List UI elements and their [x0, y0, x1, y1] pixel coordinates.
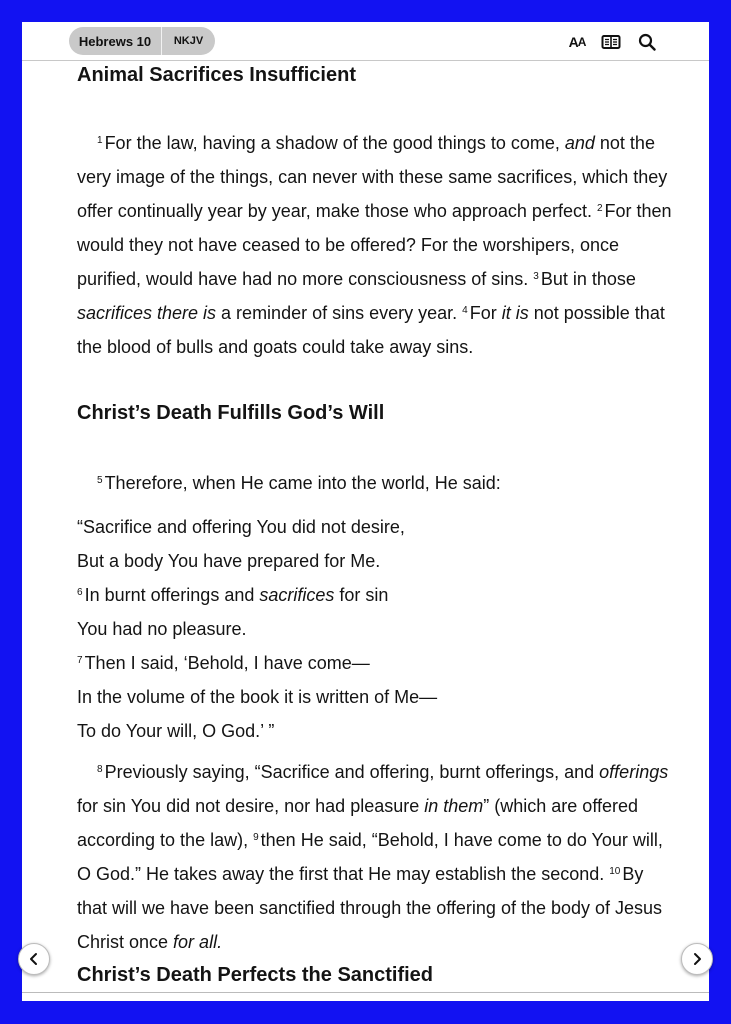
previous-chapter-button[interactable]: [18, 943, 50, 975]
book-chapter-button[interactable]: Hebrews 10: [69, 27, 162, 55]
font-size-large-glyph: A: [568, 34, 578, 50]
bottom-divider: [22, 992, 709, 993]
reader-page: [22, 22, 709, 1001]
verse-text-italic: for all.: [173, 932, 223, 952]
book-icon[interactable]: [600, 31, 622, 53]
verse-text: a reminder of sins every year.: [216, 303, 463, 323]
verse-text-italic: and: [564, 133, 595, 153]
verse-text: Then I said, ‘Behold, I have come—: [84, 653, 370, 673]
verse-text: ” (which are offered according to the law),: [77, 796, 639, 850]
verse-number[interactable]: 9: [253, 832, 259, 843]
verse-number[interactable]: 3: [533, 271, 539, 282]
verse-text: then He said, “Behold, I have come to do Your will, O God.” He takes away the first that He may establish the second.: [77, 830, 663, 884]
search-icon[interactable]: [636, 31, 658, 53]
verse-number[interactable]: 1: [97, 135, 103, 146]
paragraph-verses-8-10: [77, 755, 677, 959]
verse-number[interactable]: 6: [77, 587, 83, 598]
chevron-right-icon: [691, 952, 703, 966]
font-size-small-glyph: A: [577, 35, 586, 49]
verse-text: In burnt offerings and: [84, 585, 260, 605]
verse-number[interactable]: 2: [596, 203, 603, 214]
verse-text: Therefore, when He came into the world, He said:: [104, 473, 501, 493]
poetry-line: [77, 646, 677, 680]
verse-text-italic: in them: [424, 796, 484, 816]
verse-text-italic: sacrifices: [259, 585, 335, 605]
poetry-line: “Sacrifice and offering You did not desire,: [77, 517, 405, 537]
verse-number[interactable]: 4: [462, 305, 468, 316]
verse-text: But in those: [540, 269, 636, 289]
section-heading: Christ’s Death Fulfills God’s Will: [77, 402, 385, 424]
verse-text: For then would they not have ceased to be offered? For the worshipers, once purified, would have had no more consciousness of sins.: [77, 201, 672, 289]
verse-text: For the law, having a shadow of the good things to come,: [104, 133, 565, 153]
section-heading: Animal Sacrifices Insufficient: [77, 64, 356, 86]
verse-text: not possible that the blood of bulls and goats could take away sins.: [77, 303, 665, 357]
verse-number[interactable]: 7: [77, 655, 83, 666]
verse-number[interactable]: 10: [609, 866, 621, 877]
poetry-line: [77, 578, 677, 612]
verse-text-italic: it is: [501, 303, 529, 323]
version-button[interactable]: NKJV: [173, 35, 204, 47]
top-toolbar: [22, 22, 709, 61]
verse-text: for sin: [334, 585, 389, 605]
paragraph-verses-1-4: [77, 126, 677, 364]
verse-text: For: [469, 303, 502, 323]
poetry-line: To do Your will, O God.’ ”: [77, 721, 275, 741]
poetry-line: But a body You have prepared for Me.: [77, 551, 381, 571]
verse-text: not the very image of the things, can never with these same sacrifices, which they offer continually year by year, make those who approach perfect.: [77, 133, 668, 221]
reference-selector: [69, 27, 215, 55]
verse-text: By that will we have been sanctified through the offering of the body of Jesus Christ once: [77, 864, 663, 952]
next-chapter-button[interactable]: [681, 943, 713, 975]
paragraph-verse-5: [77, 466, 677, 500]
poetry-block: [77, 510, 677, 748]
verse-number[interactable]: 5: [97, 475, 103, 486]
verse-text-italic: sacrifices there is: [77, 303, 217, 323]
chevron-left-icon: [28, 952, 40, 966]
verse-text: Previously saying, “Sacrifice and offering, burnt offerings, and: [104, 762, 600, 782]
poetry-line: In the volume of the book it is written of Me—: [77, 687, 438, 707]
verse-text: for sin You did not desire, nor had pleasure: [77, 796, 425, 816]
verse-text-italic: offerings: [599, 762, 669, 782]
poetry-line: You had no pleasure.: [77, 619, 247, 639]
verse-number[interactable]: 8: [97, 764, 103, 775]
section-heading: Christ’s Death Perfects the Sanctified: [77, 964, 434, 986]
font-size-icon[interactable]: [565, 31, 589, 53]
